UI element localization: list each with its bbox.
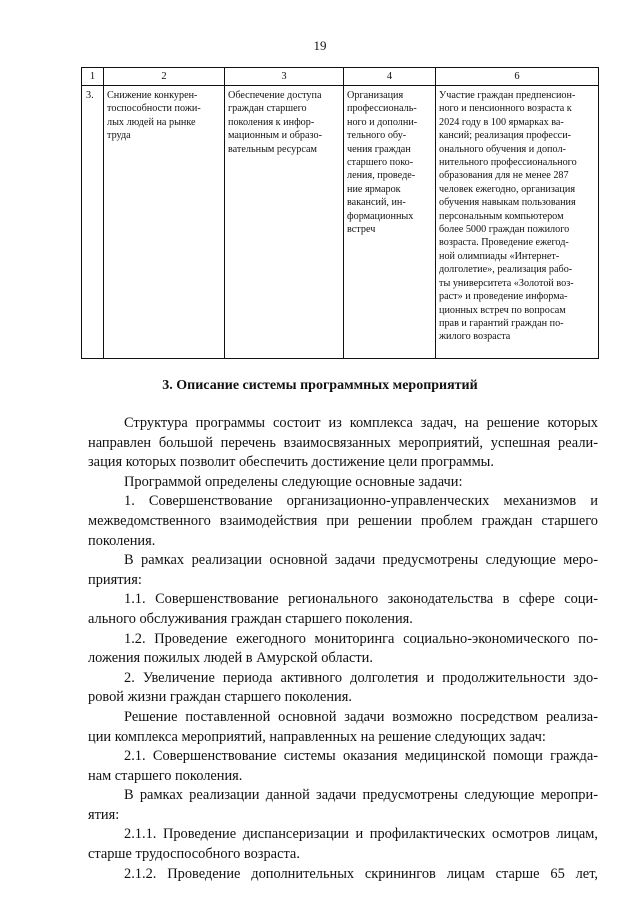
cell-line: мационным и образо- bbox=[228, 130, 322, 142]
cell-line: граждан старшего bbox=[228, 103, 307, 115]
cell-line: ционных встреч по вопросам bbox=[439, 304, 566, 316]
cell-problem bbox=[104, 86, 225, 359]
paragraph bbox=[88, 414, 598, 473]
cell-line: раст» и проведение информа- bbox=[439, 291, 568, 303]
text-line: межведомственного взаимодействия при решении проблем граждан старшего bbox=[88, 512, 598, 529]
header-cell: 2 bbox=[104, 68, 225, 86]
text-line: ятия: bbox=[88, 806, 120, 823]
paragraph bbox=[88, 786, 598, 825]
paragraph bbox=[88, 551, 598, 590]
cell-line: формационных bbox=[347, 210, 414, 222]
text-line: направлен большой перечень взаимосвязанных мероприятий, успешная реали- bbox=[88, 434, 598, 451]
table-row bbox=[82, 86, 599, 359]
text-line: ции комплекса мероприятий, направленных на решение следующих задач: bbox=[88, 728, 546, 745]
cell-line: тоспособности пожи- bbox=[107, 103, 201, 115]
cell-line: профессиональ- bbox=[347, 103, 417, 115]
cell-line: ние ярмарок bbox=[347, 183, 401, 195]
text-line: 2.1.2. Проведение дополнительных скринингов лицам старше 65 лет, bbox=[124, 865, 598, 882]
cell-line: Участие граждан предпенсион- bbox=[439, 90, 576, 101]
cell-line: человек ежегодно, организация bbox=[439, 183, 576, 195]
text-line: Программой определены следующие основные задачи: bbox=[124, 473, 463, 490]
text-line: 1. Совершенствование организационно-управленческих механизмов и bbox=[124, 493, 598, 510]
cell-line: труда bbox=[107, 130, 131, 142]
cell-line: образования для не менее 287 bbox=[439, 170, 569, 182]
text-line: Структура программы состоит из комплекса задач, на решение которых bbox=[124, 415, 598, 431]
paragraph bbox=[88, 669, 598, 708]
cell-line: возраста. Проведение ежегод- bbox=[439, 237, 569, 249]
text-line: зация которых позволит обеспечить достижение цели программы. bbox=[88, 454, 494, 471]
text-line: поколения. bbox=[88, 532, 156, 549]
cell-task bbox=[225, 86, 344, 359]
header-cell: 3 bbox=[225, 68, 344, 86]
cell-line: онального обучения и допол- bbox=[439, 143, 566, 155]
cell-line: нительного профессионального bbox=[439, 157, 577, 169]
paragraph bbox=[88, 590, 598, 629]
cell-line: ного и пенсионного возраста к bbox=[439, 103, 572, 115]
cell-line: персональным компьютером bbox=[439, 210, 564, 222]
header-cell: 6 bbox=[436, 68, 599, 86]
cell-line: тельного обу- bbox=[347, 130, 407, 142]
text-line: Решение поставленной основной задачи возможно посредством реализа- bbox=[124, 708, 598, 725]
paragraph bbox=[88, 630, 598, 669]
cell-line: 2024 году в 100 ярмарках ва- bbox=[439, 116, 564, 128]
page-number: 19 bbox=[313, 38, 327, 53]
cell-line: поколения к инфор- bbox=[228, 116, 315, 128]
cell-line: прав и гарантий граждан по- bbox=[439, 317, 564, 329]
cell-line: ления, проведе- bbox=[347, 170, 416, 182]
cell-line: ной олимпиады «Интернет- bbox=[439, 250, 560, 262]
text-line: 1.2. Проведение ежегодного мониторинга социально-экономического по- bbox=[124, 630, 598, 647]
paragraph bbox=[88, 825, 598, 864]
text-line: В рамках реализации данной задачи предусмотрены следующие меропри- bbox=[124, 787, 598, 804]
text-line: 2. Увеличение периода активного долголетия и продолжительности здо- bbox=[124, 669, 598, 686]
text-line: 2.1. Совершенствование системы оказания медицинской помощи гражда- bbox=[124, 748, 598, 765]
header-cell: 4 bbox=[344, 68, 436, 86]
cell-line: долголетие», реализация рабо- bbox=[439, 264, 573, 276]
cell-line: Организация bbox=[347, 90, 404, 101]
text-line: старше трудоспособного возраста. bbox=[88, 846, 300, 863]
text-line: ложения пожилых людей в Амурской области. bbox=[88, 650, 373, 667]
text-line: приятия: bbox=[88, 571, 142, 588]
paragraph bbox=[88, 747, 598, 786]
cell-line: встреч bbox=[347, 224, 376, 236]
program-table bbox=[81, 67, 599, 359]
row-number: 3. bbox=[82, 86, 104, 359]
table-header-row bbox=[82, 68, 599, 86]
text-line: В рамках реализации основной задачи предусмотрены следующие меро- bbox=[124, 552, 598, 569]
text-line: ровой жизни граждан старшего поколения. bbox=[88, 689, 352, 706]
cell-line: ты университета «Золотой воз- bbox=[439, 277, 574, 289]
cell-line: вательным ресурсам bbox=[228, 143, 317, 155]
text-line: 1.1. Совершенствование регионального законодательства в сфере соци- bbox=[124, 591, 598, 608]
cell-line: ного и дополни- bbox=[347, 116, 418, 128]
cell-line: кансий; реализация професси- bbox=[439, 130, 572, 142]
cell-line: вакансий, ин- bbox=[347, 197, 406, 209]
cell-line: более 5000 граждан пожилого bbox=[439, 224, 570, 236]
paragraph bbox=[88, 708, 598, 747]
text-line: ального обслуживания граждан старшего поколения. bbox=[88, 610, 413, 627]
body-text bbox=[88, 414, 598, 884]
cell-measure bbox=[344, 86, 436, 359]
text-line: нам старшего поколения. bbox=[88, 767, 243, 784]
cell-line: Обеспечение доступа bbox=[228, 90, 322, 101]
paragraph bbox=[88, 492, 598, 551]
cell-line: чения граждан bbox=[347, 143, 411, 155]
paragraph bbox=[88, 473, 598, 493]
cell-line: лых людей на рынке bbox=[107, 116, 196, 128]
header-cell: 1 bbox=[82, 68, 104, 86]
cell-line: старшего поко- bbox=[347, 157, 414, 169]
paragraph bbox=[88, 865, 598, 885]
section-title: 3. Описание системы программных мероприятий bbox=[162, 378, 478, 393]
cell-line: Снижение конкурен- bbox=[107, 90, 198, 101]
text-line: 2.1.1. Проведение диспансеризации и профилактических осмотров лицам, bbox=[124, 826, 598, 843]
cell-line: обучения навыкам пользования bbox=[439, 197, 576, 209]
cell-result bbox=[436, 86, 599, 359]
cell-line: жилого возраста bbox=[439, 331, 511, 343]
